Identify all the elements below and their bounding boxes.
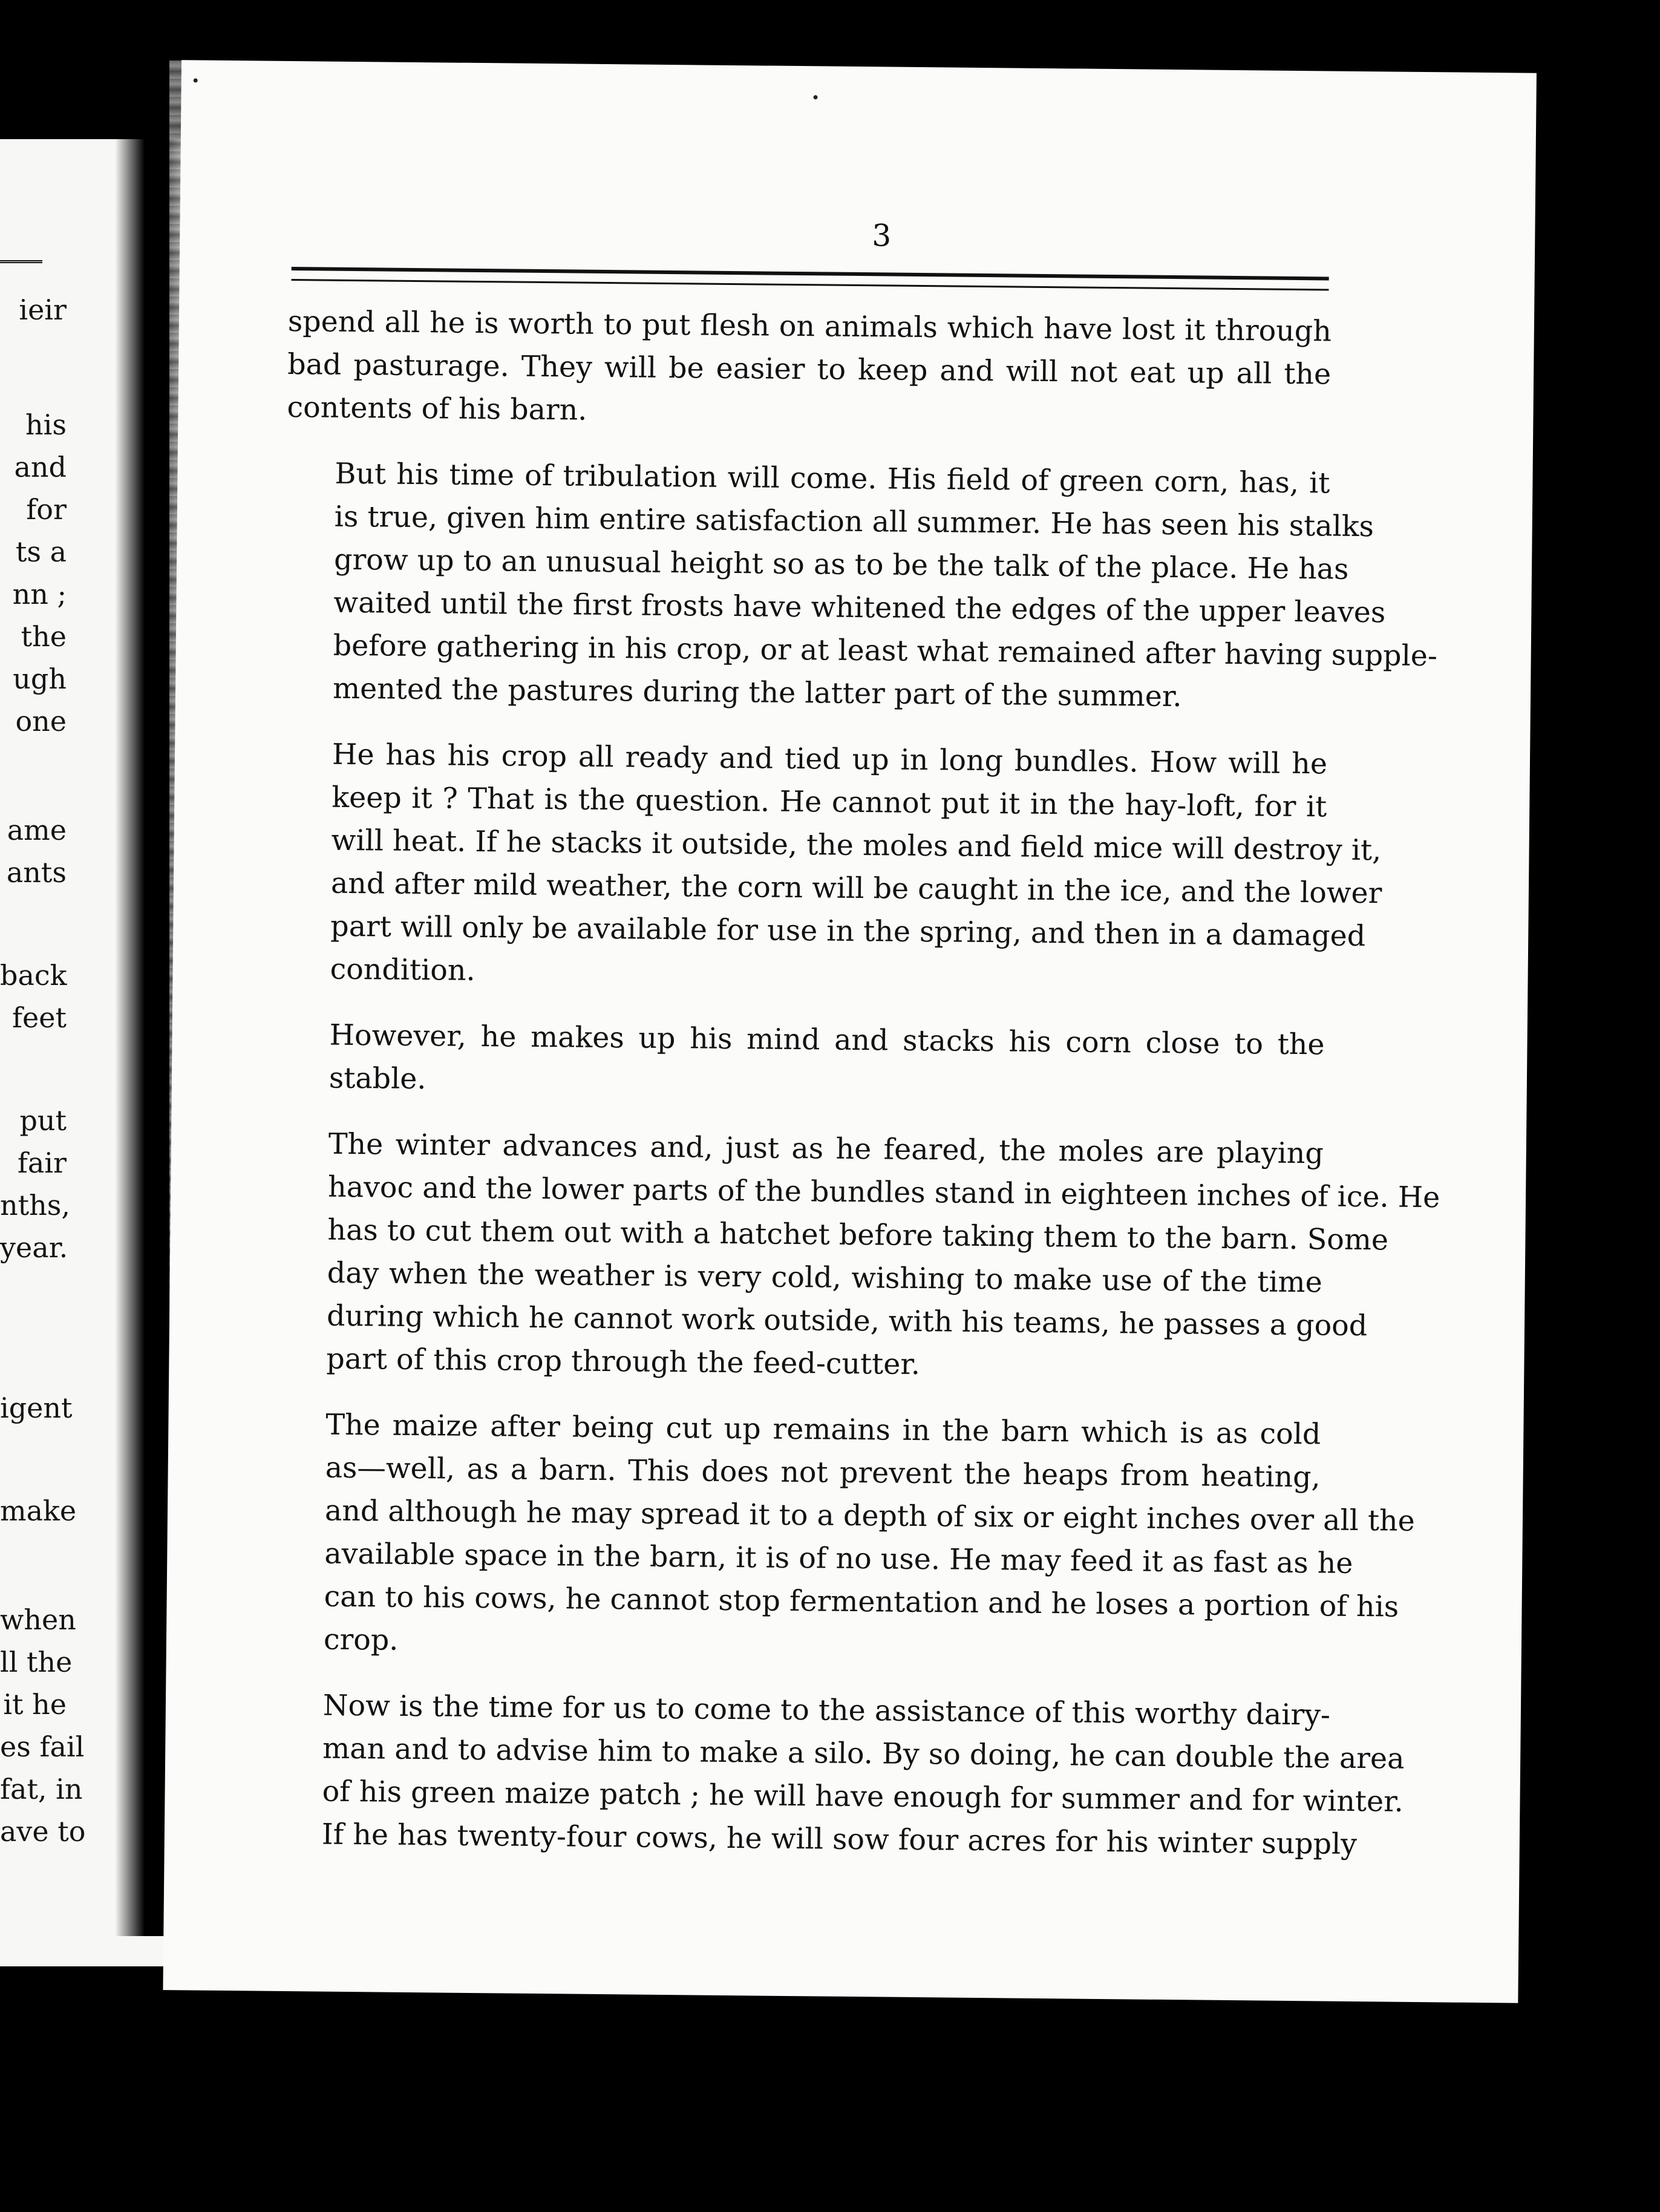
left-page-fragment: it he — [3, 1688, 67, 1721]
left-page-fragment: make — [0, 1494, 77, 1527]
text-line: will heat. If he stacks it outside, the moles and field mice will destroy it, — [331, 823, 1382, 868]
text-line: If he has twenty-four cows, he will sow four acres for his winter supply — [321, 1818, 1358, 1862]
paragraph — [278, 1122, 1440, 1390]
left-page-fragment: his — [25, 408, 67, 441]
text-line: He has his crop all ready and tied up in long bundles. How will he — [332, 738, 1328, 781]
text-line: day when the weather is very cold, wishing to make use of the time — [327, 1256, 1323, 1300]
text-line: crop. — [323, 1623, 399, 1657]
left-page-fragment: ts a — [15, 535, 67, 568]
text-line: However, he makes up his mind and stacks his corn close to the — [329, 1018, 1325, 1062]
text-line: before gathering in his crop, or at least what remained after having supple- — [333, 629, 1438, 673]
left-page-fragment: and — [14, 451, 67, 483]
ink-speck — [813, 95, 817, 99]
paragraph — [273, 1684, 1405, 1866]
left-page-fragment: ieir — [19, 293, 67, 326]
text-line: condition. — [330, 952, 475, 987]
left-page-fragment: for — [26, 493, 67, 526]
text-line: during which he cannot work outside, with his teams, he passes a good — [326, 1299, 1368, 1343]
text-line: waited until the first frosts have whitened the edges of the upper leaves — [333, 586, 1386, 630]
text-line: contents of his barn. — [287, 390, 587, 427]
text-line: keep it ? That is the question. He cannot put it in the hay-loft, for it — [332, 780, 1327, 824]
left-page-fragment: year. — [0, 1231, 68, 1264]
left-page-fragment: when — [0, 1603, 76, 1636]
left-page-fragment: nths, — [0, 1189, 70, 1222]
left-page-fragment: back — [0, 959, 67, 992]
text-line: as—well, as a barn. This does not prevent the heaps from heating, — [325, 1451, 1321, 1494]
text-line: is true, given him entire satisfaction all summer. He has seen his stalks — [334, 500, 1374, 544]
page-number: 3 — [872, 218, 892, 254]
left-page-fragment: fair — [17, 1147, 67, 1179]
text-line: and although he may spread it to a depth of six or eight inches over all the — [324, 1494, 1416, 1538]
text-line: part of this crop through the feed-cutter. — [326, 1342, 921, 1382]
body-text — [273, 300, 1440, 1888]
left-page-fragment: ave to — [0, 1815, 86, 1848]
paragraph — [281, 1013, 1325, 1110]
paragraph — [281, 733, 1382, 1001]
left-page-fragment: ugh — [13, 663, 67, 695]
text-line: mented the pastures during the latter part of the summer. — [332, 672, 1182, 714]
text-line: available space in the barn, it is of no use. He may feed it as fast as he — [324, 1537, 1353, 1580]
left-page-fragment: ll the — [0, 1646, 73, 1678]
text-line: can to his cows, he cannot stop fermentation and he loses a portion of his — [324, 1580, 1399, 1624]
text-line: The maize after being cut up remains in the barn which is as cold — [325, 1408, 1321, 1451]
text-line: bad pasturage. They will be easier to keep and will not eat up all the — [287, 347, 1332, 391]
left-page-fragment: fat, in — [0, 1773, 83, 1805]
left-page-fragment: ame — [7, 814, 67, 846]
text-line: has to cut them out with a hatchet before taking them to the barn. Some — [327, 1213, 1389, 1257]
text-line: of his green maize patch ; he will have enough for summer and for winter. — [322, 1775, 1403, 1819]
left-page-rule — [0, 260, 42, 263]
text-line: havoc and the lower parts of the bundles stand in eighteen inches of ice. He — [327, 1170, 1440, 1215]
header-rule — [292, 267, 1329, 290]
left-page-fragment: igent — [0, 1392, 73, 1424]
text-line: But his time of tribulation will come. His field of green corn, has, it — [335, 457, 1330, 500]
left-page-fragment: nn ; — [12, 578, 67, 610]
text-line: spend all he is worth to put flesh on animals which have lost it through — [287, 304, 1332, 348]
text-line: Now is the time for us to come to the assistance of this worthy dairy- — [322, 1689, 1331, 1732]
left-page-fragment: the — [21, 620, 67, 653]
text-line: man and to advise him to make a silo. By so doing, he can double the area — [322, 1732, 1405, 1776]
left-page-fragment: es fail — [0, 1730, 85, 1763]
left-page-fragment: one — [15, 705, 67, 738]
right-page — [163, 60, 1537, 2003]
left-page-fragment: put — [19, 1104, 67, 1137]
paragraph — [287, 300, 1332, 439]
left-page-fragment: ants — [6, 856, 67, 889]
text-line: and after mild weather, the corn will be caught in the ice, and the lower — [330, 866, 1382, 911]
text-line: grow up to an unusual height so as to be the talk of the place. He has — [333, 543, 1349, 586]
left-page-fragment: feet — [12, 1001, 67, 1034]
text-line: stable. — [328, 1061, 426, 1096]
paragraph — [284, 452, 1438, 720]
text-line: The winter advances and, just as he feared, the moles are playing — [328, 1127, 1324, 1171]
paragraph — [275, 1403, 1416, 1671]
text-line: part will only be available for use in the spring, and then in a damaged — [330, 909, 1366, 954]
ink-speck — [194, 78, 198, 82]
